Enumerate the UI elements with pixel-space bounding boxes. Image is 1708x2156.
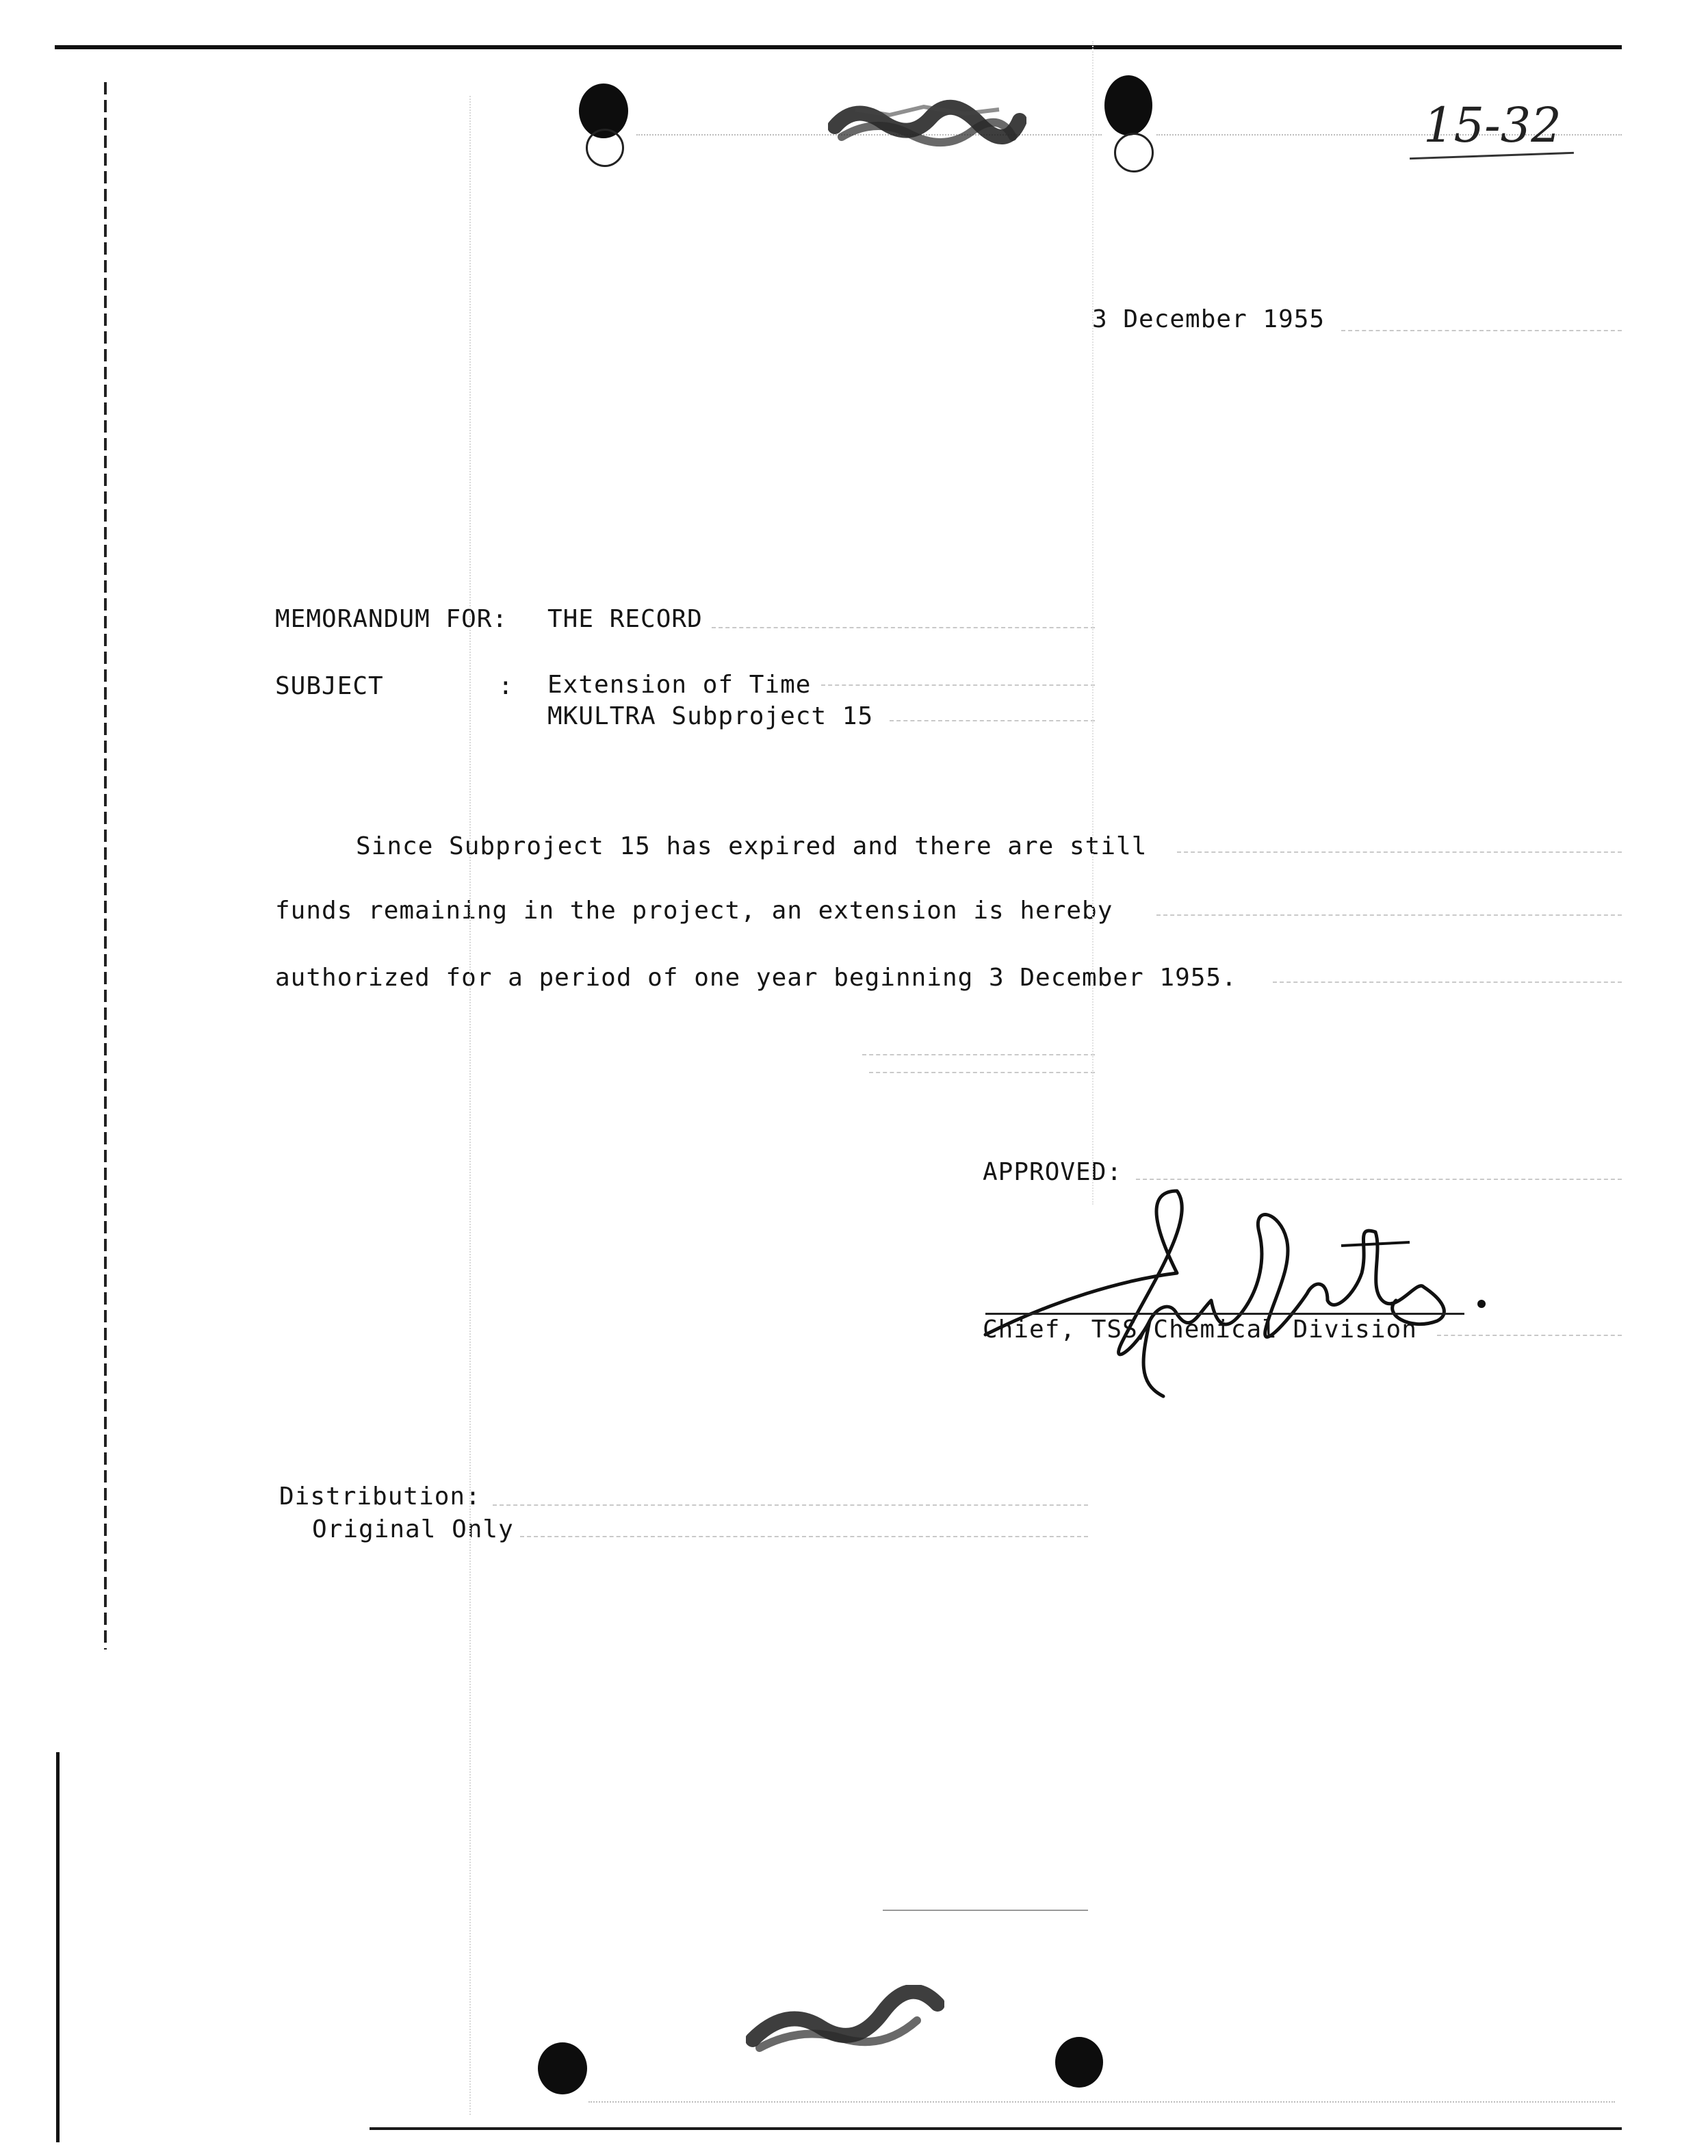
underline-rule	[890, 720, 1095, 721]
subject-colon: :	[498, 672, 514, 700]
separator-rule	[862, 1054, 1095, 1055]
redaction-scribble-icon	[746, 1985, 944, 2060]
memo-for-value: THE RECORD	[547, 605, 703, 633]
subject-label: SUBJECT	[275, 672, 384, 700]
body-line-1: Since Subproject 15 has expired and there are still	[356, 832, 1148, 860]
redaction-scribble-icon	[828, 89, 1026, 157]
underline-rule	[1156, 914, 1622, 916]
memo-date: 3 December 1955	[1092, 305, 1325, 333]
distribution-value: Original Only	[312, 1515, 514, 1543]
top-border-line	[55, 45, 1622, 49]
underline-rule	[1341, 330, 1622, 331]
underline-rule	[821, 684, 1095, 686]
column-guide	[1092, 41, 1094, 1205]
signature-icon	[972, 1177, 1505, 1403]
punch-hole-ring-icon	[586, 129, 624, 167]
underline-rule	[1177, 851, 1622, 853]
bottom-left-edge	[56, 1752, 60, 2142]
approved-label: APPROVED:	[983, 1158, 1123, 1186]
punch-hole-icon	[538, 2042, 587, 2094]
punch-hole-ring-icon	[1114, 133, 1154, 172]
separator-rule	[883, 1910, 1088, 1911]
underline-rule	[493, 1504, 1088, 1506]
distribution-label: Distribution:	[279, 1483, 481, 1511]
signature-line	[985, 1313, 1464, 1315]
redaction-dash	[588, 2101, 1615, 2103]
underline-rule	[1437, 1335, 1622, 1336]
underline-rule	[712, 627, 1095, 628]
column-guide	[469, 96, 471, 2115]
left-margin-line	[104, 82, 107, 1650]
underline-rule	[520, 1536, 1088, 1537]
punch-hole-icon	[1055, 2037, 1103, 2088]
memo-for-label: MEMORANDUM FOR:	[275, 605, 508, 633]
subject-line-2: MKULTRA Subproject 15	[547, 702, 874, 730]
body-line-3: authorized for a period of one year beginning 3 December 1955.	[275, 964, 1237, 992]
separator-rule	[869, 1072, 1095, 1073]
bottom-border-line	[370, 2127, 1622, 2130]
subject-line-1: Extension of Time	[547, 671, 812, 699]
body-line-2: funds remaining in the project, an extension is hereby	[275, 897, 1113, 925]
file-number: 15-32	[1423, 97, 1562, 153]
punch-hole-icon	[1104, 75, 1152, 136]
approver-title: Chief, TSS/Chemical Division	[983, 1316, 1417, 1344]
underline-rule	[1273, 981, 1622, 983]
